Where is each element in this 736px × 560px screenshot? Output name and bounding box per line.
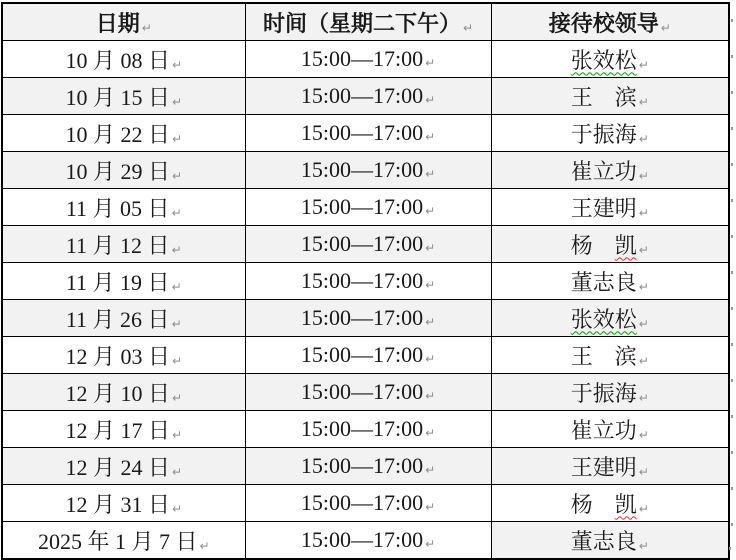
time-cell — [245, 263, 491, 300]
cell-end-mark-icon: ↵ — [171, 168, 183, 183]
cell-end-mark-icon: ↵ — [638, 279, 649, 294]
table-row — [2, 115, 729, 152]
cell-end-mark-icon: ↵ — [171, 131, 183, 146]
date-text: 12 月 17 日 — [65, 417, 170, 443]
cell-end-mark-icon: ↵ — [425, 500, 436, 514]
time-cell — [245, 448, 491, 485]
time-text: 15:00—17:00 — [300, 194, 424, 219]
cell-end-mark-icon: ↵ — [425, 241, 436, 255]
leader-cell — [491, 78, 729, 115]
date-cell — [2, 300, 245, 337]
table-row — [2, 300, 729, 337]
time-text: 15:00—17:00 — [300, 268, 424, 293]
cell-end-mark-icon: ↵ — [638, 464, 649, 479]
header-cell-leader — [491, 3, 729, 41]
date-cell — [2, 189, 245, 226]
table-row — [2, 374, 729, 411]
date-cell — [2, 337, 245, 374]
leader-name-text: 崔立功 — [570, 158, 637, 184]
cell-end-mark-icon: ↵ — [638, 316, 649, 331]
time-cell — [245, 189, 491, 226]
leader-cell — [491, 263, 729, 300]
end-of-row-mark-icon — [731, 271, 733, 274]
cell-end-mark-icon: ↵ — [425, 537, 436, 551]
date-text: 10 月 08 日 — [65, 47, 170, 73]
date-text: 11 月 12 日 — [65, 232, 170, 258]
date-text: 10 月 29 日 — [65, 158, 170, 184]
duty-schedule-table — [1, 2, 730, 560]
date-cell — [2, 226, 245, 263]
end-of-row-mark-icon — [731, 55, 733, 58]
end-of-row-mark-icon — [731, 307, 733, 310]
leader-name-text: 杨 — [570, 491, 615, 517]
date-text: 11 月 26 日 — [65, 306, 170, 332]
cell-end-mark-icon: ↵ — [171, 242, 182, 257]
table-row — [2, 411, 729, 448]
cell-end-mark-icon: ↵ — [425, 130, 436, 144]
leader-name-squiggle-text: 张效松 — [570, 306, 637, 332]
date-text: 11 月 19 日 — [65, 269, 170, 295]
cell-end-mark-icon: ↵ — [638, 57, 649, 72]
leader-name-text: 王 滨 — [570, 84, 637, 110]
leader-cell — [491, 115, 729, 152]
date-cell — [2, 78, 245, 115]
end-of-row-mark-icon — [731, 379, 733, 382]
cell-end-mark-icon: ↵ — [425, 463, 436, 477]
cell-end-mark-icon: ↵ — [171, 390, 183, 405]
cell-end-mark-icon: ↵ — [425, 426, 436, 440]
leader-name-squiggle-text: 张效松 — [570, 47, 637, 73]
date-cell — [2, 41, 245, 78]
paragraph-mark-icon — [729, 547, 731, 550]
leader-name-text: 王建明 — [570, 454, 637, 480]
time-cell — [245, 226, 491, 263]
leader-cell — [491, 152, 729, 189]
table-row — [2, 337, 729, 374]
cell-end-mark-icon: ↵ — [171, 279, 182, 294]
cell-end-mark-icon: ↵ — [462, 20, 474, 35]
time-cell — [245, 485, 491, 522]
cell-end-mark-icon: ↵ — [171, 501, 183, 516]
cell-end-mark-icon: ↵ — [638, 353, 649, 368]
header-cell-date — [2, 3, 245, 41]
end-of-row-mark-icon — [731, 19, 733, 22]
date-cell — [2, 485, 245, 522]
cell-end-mark-icon: ↵ — [638, 168, 649, 183]
leader-name-text: 董志良 — [570, 528, 637, 554]
leader-cell — [491, 448, 729, 485]
leader-name-text: 董志良 — [570, 269, 637, 295]
end-of-row-mark-icon — [731, 451, 733, 454]
date-cell — [2, 374, 245, 411]
header-row — [2, 3, 729, 41]
leader-cell — [491, 485, 729, 522]
time-cell — [245, 411, 491, 448]
cell-end-mark-icon: ↵ — [171, 57, 183, 72]
leader-name-text: 王 滨 — [570, 343, 637, 369]
cell-end-mark-icon: ↵ — [141, 20, 152, 35]
header-cell-time — [245, 3, 491, 41]
time-cell — [245, 152, 491, 189]
cell-end-mark-icon: ↵ — [638, 242, 649, 257]
time-cell — [245, 337, 491, 374]
leader-name-text: 崔立功 — [570, 417, 637, 443]
date-text: 10 月 22 日 — [65, 121, 170, 147]
date-text: 12 月 03 日 — [65, 343, 170, 369]
end-of-row-mark-icon — [731, 523, 733, 526]
schedule-table-body — [2, 41, 729, 560]
date-text: 12 月 10 日 — [65, 380, 170, 406]
cell-end-mark-icon: ↵ — [660, 20, 671, 35]
end-of-row-mark-icon — [731, 163, 733, 166]
table-row — [2, 41, 729, 78]
time-cell — [245, 115, 491, 152]
leader-cell — [491, 374, 729, 411]
time-text: 15:00—17:00 — [300, 120, 424, 145]
cell-end-mark-icon: ↵ — [171, 316, 182, 331]
date-cell — [2, 263, 245, 300]
date-cell — [2, 152, 245, 189]
time-text: 15:00—17:00 — [300, 46, 424, 71]
cell-end-mark-icon: ↵ — [425, 389, 436, 403]
date-cell — [2, 448, 245, 485]
time-text: 15:00—17:00 — [300, 527, 424, 552]
leader-name-text: 杨 — [570, 232, 615, 258]
time-cell — [245, 41, 491, 78]
cell-end-mark-icon: ↵ — [425, 167, 436, 181]
leader-cell — [491, 41, 729, 78]
leader-cell — [491, 522, 729, 560]
time-text: 15:00—17:00 — [300, 231, 424, 256]
leader-name-squiggle-text: 凯 — [614, 491, 637, 517]
cell-end-mark-icon: ↵ — [638, 427, 649, 442]
date-cell — [2, 115, 245, 152]
cell-end-mark-icon: ↵ — [171, 464, 183, 479]
table-row — [2, 263, 729, 300]
cell-end-mark-icon: ↵ — [425, 56, 436, 70]
time-text: 15:00—17:00 — [300, 305, 424, 330]
cell-end-mark-icon: ↵ — [638, 205, 649, 220]
time-text: 15:00—17:00 — [300, 157, 424, 182]
cell-end-mark-icon: ↵ — [199, 538, 210, 553]
end-of-row-mark-icon — [731, 415, 733, 418]
cell-end-mark-icon: ↵ — [425, 315, 436, 329]
leader-cell — [491, 300, 729, 337]
leader-cell — [491, 411, 729, 448]
time-text: 15:00—17:00 — [300, 416, 424, 441]
leader-name-text: 王建明 — [570, 195, 637, 221]
date-text: 2025 年 1 月 7 日 — [37, 528, 198, 554]
table-row — [2, 522, 729, 560]
cell-end-mark-icon: ↵ — [171, 94, 183, 109]
time-cell — [245, 374, 491, 411]
cell-end-mark-icon: ↵ — [425, 93, 436, 107]
cell-end-mark-icon: ↵ — [638, 538, 649, 553]
cell-end-mark-icon: ↵ — [425, 278, 436, 292]
header-label: 时间（星期二下午） — [262, 10, 461, 36]
time-text: 15:00—17:00 — [300, 453, 424, 478]
cell-end-mark-icon: ↵ — [638, 94, 649, 109]
date-text: 12 月 24 日 — [65, 454, 170, 480]
end-of-row-mark-icon — [731, 235, 733, 238]
table-row — [2, 152, 729, 189]
time-cell — [245, 522, 491, 560]
leader-name-text: 于振海 — [570, 121, 637, 147]
date-text: 10 月 15 日 — [65, 84, 170, 110]
cell-end-mark-icon: ↵ — [171, 427, 183, 442]
header-label: 接待校领导 — [548, 10, 659, 36]
cell-end-mark-icon: ↵ — [425, 352, 436, 366]
time-cell — [245, 300, 491, 337]
time-cell — [245, 78, 491, 115]
date-cell — [2, 522, 245, 560]
leader-cell — [491, 189, 729, 226]
end-of-row-mark-icon — [731, 91, 733, 94]
end-of-row-mark-icon — [731, 127, 733, 130]
leader-name-squiggle-text: 凯 — [614, 232, 637, 258]
end-of-row-mark-icon — [731, 487, 733, 490]
cell-end-mark-icon: ↵ — [171, 353, 183, 368]
time-text: 15:00—17:00 — [300, 83, 424, 108]
table-row — [2, 189, 729, 226]
date-cell — [2, 411, 245, 448]
cell-end-mark-icon: ↵ — [638, 131, 649, 146]
end-of-row-mark-icon — [731, 343, 733, 346]
header-label: 日期 — [95, 10, 140, 36]
end-of-row-mark-icon — [731, 199, 733, 202]
cell-end-mark-icon: ↵ — [638, 501, 649, 516]
cell-end-mark-icon: ↵ — [425, 204, 436, 218]
date-text: 12 月 31 日 — [65, 491, 170, 517]
time-text: 15:00—17:00 — [300, 490, 424, 515]
time-text: 15:00—17:00 — [300, 379, 424, 404]
table-row — [2, 78, 729, 115]
time-text: 15:00—17:00 — [300, 342, 424, 367]
table-row — [2, 226, 729, 263]
cell-end-mark-icon: ↵ — [171, 205, 182, 220]
table-row — [2, 485, 729, 522]
date-text: 11 月 05 日 — [65, 195, 170, 221]
leader-cell — [491, 226, 729, 263]
leader-cell — [491, 337, 729, 374]
leader-name-text: 于振海 — [570, 380, 637, 406]
table-row — [2, 448, 729, 485]
cell-end-mark-icon: ↵ — [638, 390, 649, 405]
